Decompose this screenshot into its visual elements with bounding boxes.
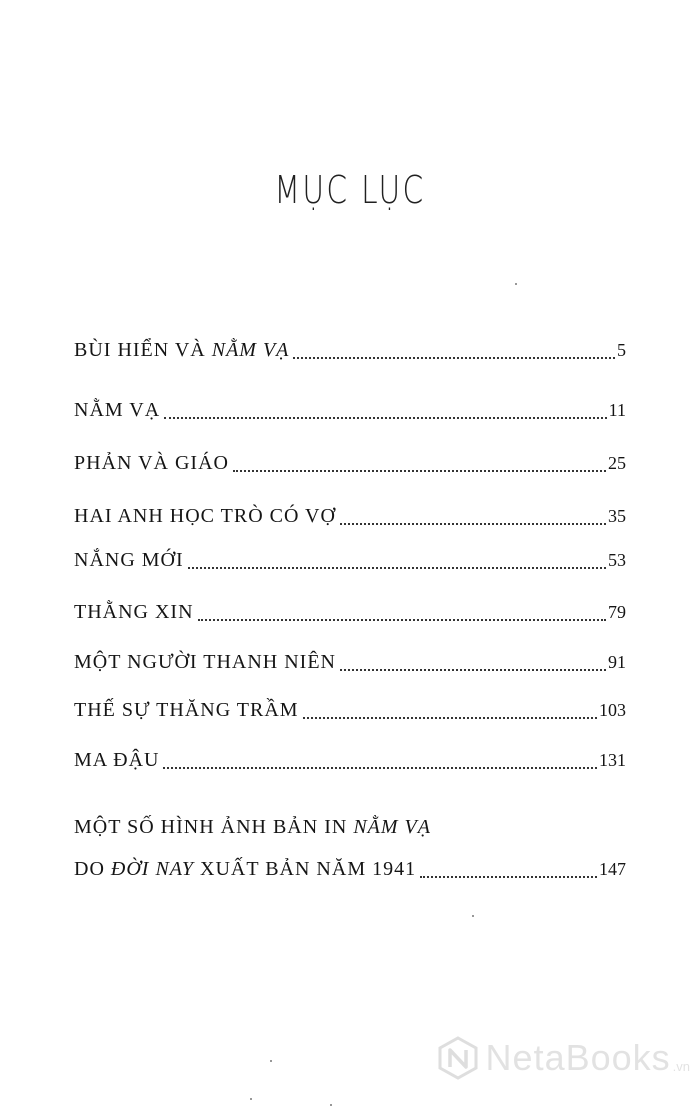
toc-entry-title: THẾ SỰ THĂNG TRẦM <box>74 699 299 721</box>
toc-entry[interactable] <box>74 336 626 364</box>
toc-entry-title: BÙI HIỂN VÀ NẰM VẠ <box>74 339 290 361</box>
dot-leader <box>340 522 606 525</box>
toc-entry[interactable] <box>74 746 626 774</box>
toc-page-number: 35 <box>608 506 626 526</box>
scan-speck <box>250 1098 252 1100</box>
dot-leader <box>233 469 606 472</box>
toc-entry[interactable] <box>74 855 626 883</box>
toc-page-number: 53 <box>608 550 626 570</box>
watermark-text: NetaBooks <box>485 1037 671 1078</box>
toc-entry-title: THẰNG XIN <box>74 601 194 623</box>
toc-entry-title-line2: DO ĐỜI NAY XUẤT BẢN NĂM 1941 <box>74 858 417 880</box>
dot-leader <box>420 875 597 878</box>
toc-entry[interactable] <box>74 546 626 574</box>
dot-leader <box>163 766 597 769</box>
toc-entry[interactable] <box>74 449 626 477</box>
toc-entry[interactable] <box>74 396 626 424</box>
toc-entry-title: NẮNG MỚI <box>74 549 184 571</box>
dot-leader <box>198 618 606 621</box>
dot-leader <box>188 566 606 569</box>
toc-entry[interactable] <box>74 648 626 676</box>
toc-page-number: 25 <box>608 453 626 473</box>
toc-entry-title: MA ĐẬU <box>74 749 160 771</box>
toc-entry[interactable] <box>74 502 626 530</box>
dot-leader <box>340 668 606 671</box>
toc-page-number: 147 <box>599 859 626 879</box>
scan-speck <box>330 1104 332 1106</box>
toc-page-number: 5 <box>617 340 626 360</box>
toc-entry-title: MỘT NGƯỜI THANH NIÊN <box>74 651 336 673</box>
scan-speck <box>472 915 474 917</box>
toc-page-number: 103 <box>599 700 626 720</box>
toc-entry[interactable] <box>74 598 626 626</box>
dot-leader <box>303 716 597 719</box>
dot-leader <box>293 356 615 359</box>
dot-leader <box>164 416 606 419</box>
page-title: MỤC LỤC <box>274 168 426 212</box>
toc-entry-title-line1: MỘT SỐ HÌNH ẢNH BẢN IN NẰM VẠ <box>74 816 431 838</box>
watermark-suffix: .vn <box>672 1059 690 1074</box>
scan-speck <box>515 283 517 285</box>
toc-page-number: 131 <box>599 750 626 770</box>
toc-entry[interactable] <box>74 696 626 724</box>
netabooks-logo-icon <box>436 1036 480 1080</box>
toc-page-number: 91 <box>608 652 626 672</box>
watermark <box>436 1036 690 1080</box>
toc-entry-title: PHẢN VÀ GIÁO <box>74 452 229 474</box>
toc-entry-title: HAI ANH HỌC TRÒ CÓ VỢ <box>74 505 336 527</box>
toc-page-number: 11 <box>608 400 626 420</box>
scan-speck <box>270 1060 272 1062</box>
toc-page-number: 79 <box>608 602 626 622</box>
toc-entry-title: NẰM VẠ <box>74 399 161 421</box>
